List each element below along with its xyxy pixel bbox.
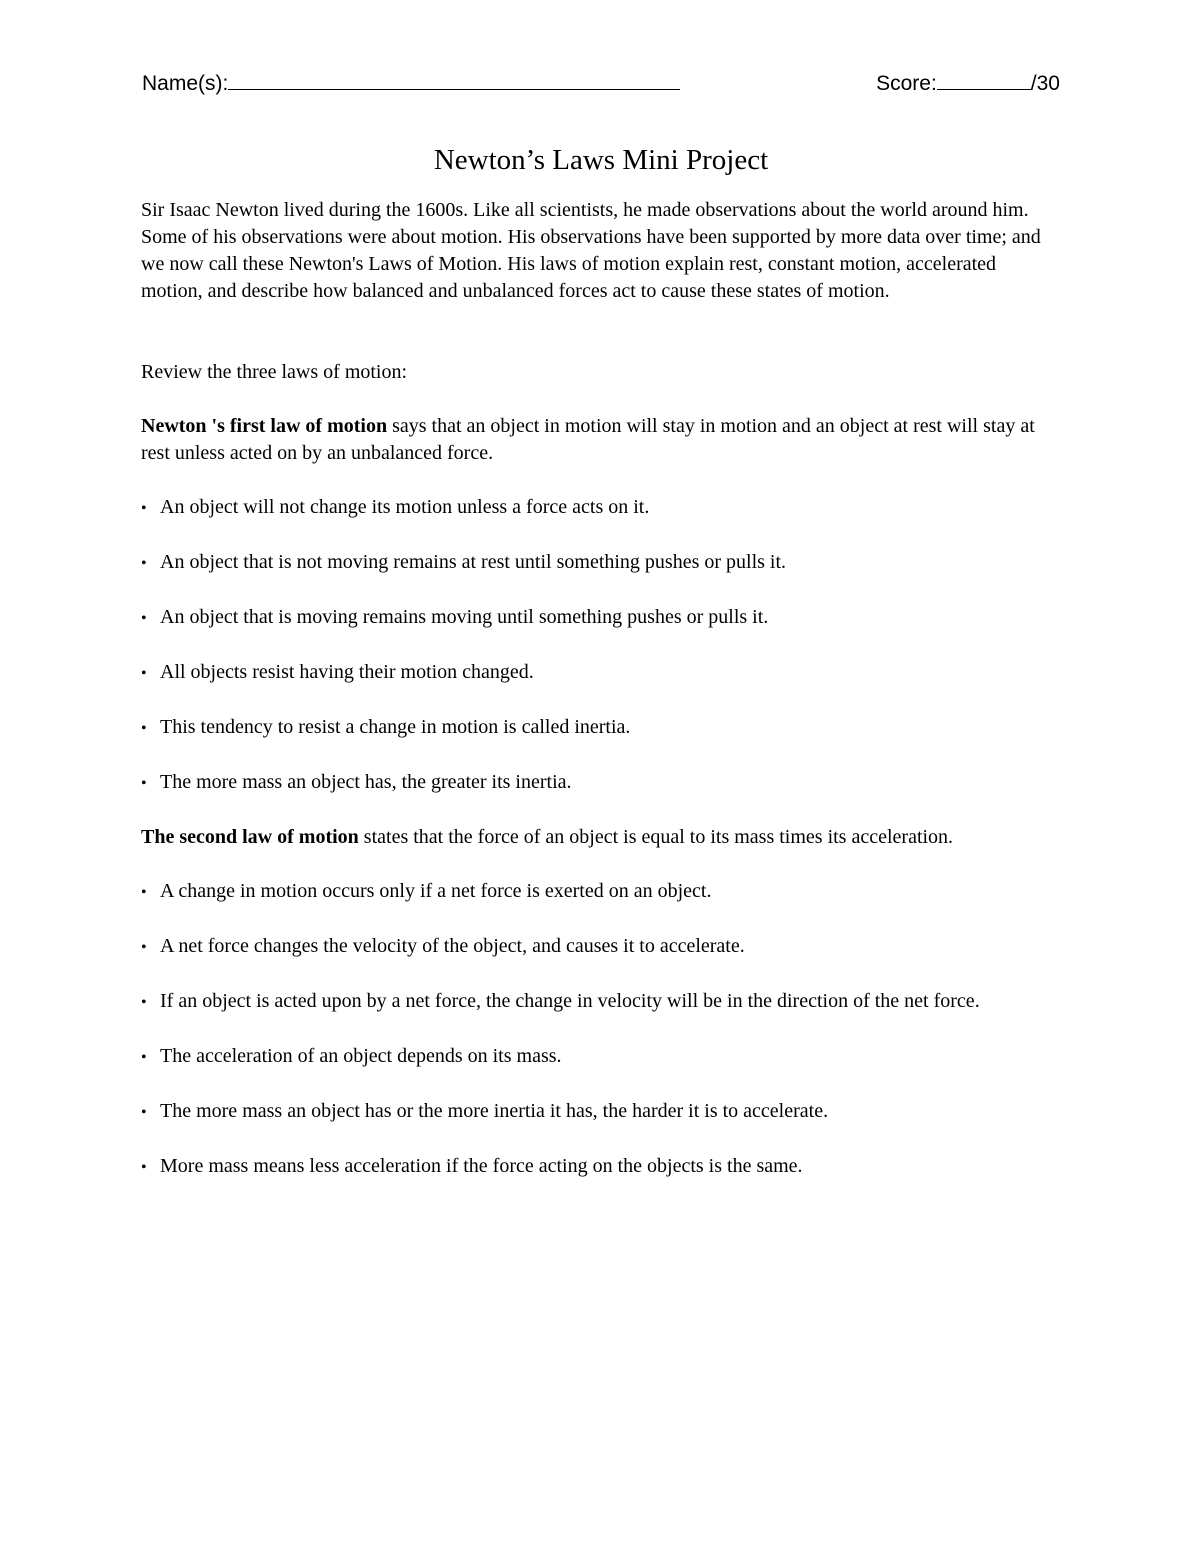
score-label: Score: <box>876 72 937 95</box>
bullet-text: A net force changes the velocity of the object, and causes it to accelerate. <box>160 935 745 957</box>
bullet-text: An object will not change its motion unless a force acts on it. <box>160 496 650 518</box>
bullet-icon: • <box>141 720 147 737</box>
document-body <box>141 140 1061 1208</box>
list-item <box>141 549 1061 577</box>
bullet-text: A change in motion occurs only if a net force is exerted on an object. <box>160 880 712 902</box>
bullet-icon: • <box>141 775 147 792</box>
second-law-text: states that the force of an object is equal to its mass times its acceleration. <box>358 826 954 848</box>
bullet-text: The more mass an object has or the more inertia it has, the harder it is to accelerate. <box>160 1100 829 1122</box>
name-field <box>142 72 680 96</box>
list-item <box>141 933 1061 961</box>
score-total: /30 <box>1030 72 1060 95</box>
document-title: Newton’s Laws Mini Project <box>433 144 769 176</box>
score-field <box>876 72 1060 96</box>
header-row <box>142 72 1060 102</box>
first-law-bullets <box>141 494 1061 797</box>
bullet-text: If an object is acted upon by a net force, the change in velocity will be in the direction of the net force. <box>160 990 980 1012</box>
intro-paragraph: Sir Isaac Newton lived during the 1600s. Like all scientists, he made observations about the world around him. Some of his observations were about motion. His observations have been supported by more data over time; and we now call these Newton's Laws of Motion. His laws of motion explain rest, constant motion, accelerated motion, and describe how balanced and unbalanced forces act to cause these states of motion. <box>141 199 1041 302</box>
first-law-text: says that an object in motion will stay in motion and an object at rest will stay at rest unless acted on by an unbalanced force. <box>141 415 1035 464</box>
bullet-icon: • <box>141 939 147 956</box>
list-item <box>141 604 1061 632</box>
bullet-text: All objects resist having their motion changed. <box>160 661 534 683</box>
bullet-text: More mass means less acceleration if the force acting on the objects is the same. <box>160 1155 803 1177</box>
list-item <box>141 494 1061 522</box>
bullet-icon: • <box>141 1104 147 1121</box>
list-item <box>141 659 1061 687</box>
name-blank-line <box>228 73 680 90</box>
list-item <box>141 1153 1061 1181</box>
bullet-icon: • <box>141 500 147 517</box>
bullet-icon: • <box>141 1159 147 1176</box>
review-prompt: Review the three laws of motion: <box>141 361 408 383</box>
second-law-paragraph <box>141 824 1061 851</box>
bullet-text: An object that is not moving remains at rest until something pushes or pulls it. <box>160 551 787 573</box>
bullet-icon: • <box>141 1049 147 1066</box>
list-item <box>141 988 1061 1016</box>
list-item <box>141 1043 1061 1071</box>
list-item <box>141 878 1061 906</box>
list-item <box>141 1098 1061 1126</box>
score-blank-line <box>937 73 1031 90</box>
list-item <box>141 769 1061 797</box>
bullet-icon: • <box>141 610 147 627</box>
name-label: Name(s): <box>142 72 229 95</box>
bullet-text: This tendency to resist a change in motion is called inertia. <box>160 716 631 738</box>
bullet-icon: • <box>141 555 147 572</box>
bullet-text: The more mass an object has, the greater its inertia. <box>160 771 572 793</box>
first-law-heading: Newton 's first law of motion <box>141 415 388 437</box>
bullet-icon: • <box>141 994 147 1011</box>
list-item <box>141 714 1061 742</box>
first-law-paragraph <box>141 413 1061 467</box>
second-law-heading: The second law of motion <box>141 826 359 848</box>
bullet-icon: • <box>141 665 147 682</box>
second-law-bullets <box>141 878 1061 1181</box>
bullet-text: An object that is moving remains moving until something pushes or pulls it. <box>160 606 769 628</box>
bullet-text: The acceleration of an object depends on its mass. <box>160 1045 562 1067</box>
bullet-icon: • <box>141 884 147 901</box>
